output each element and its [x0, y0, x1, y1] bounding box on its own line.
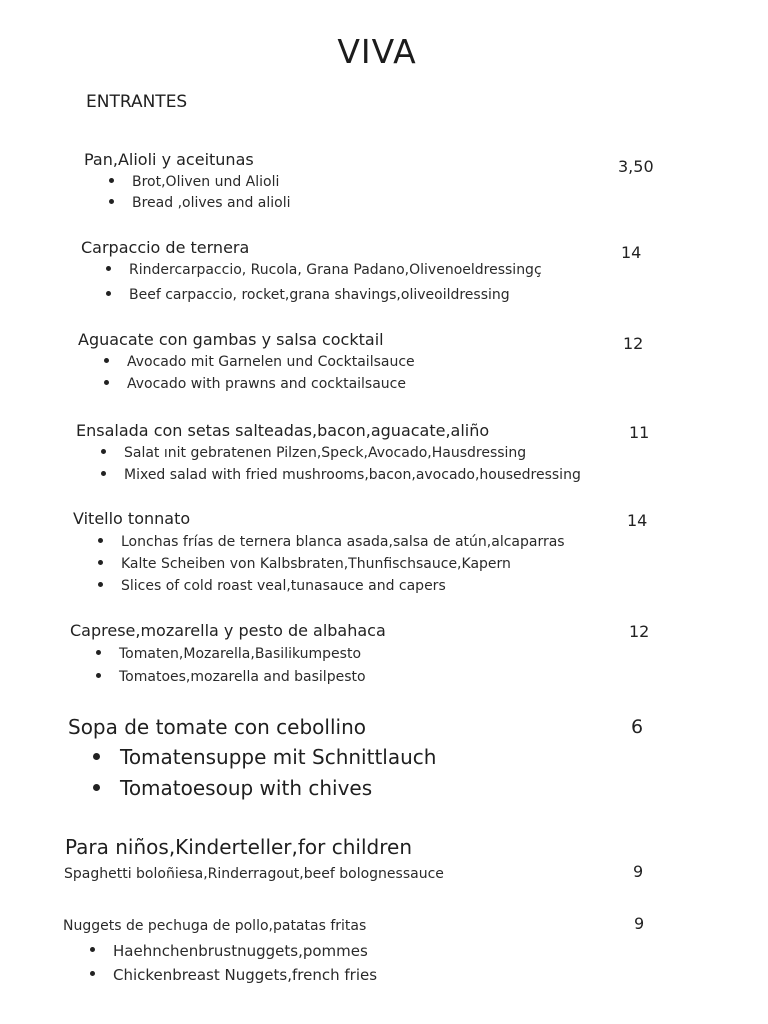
dish-description: Kalte Scheiben von Kalbsbraten,Thunfischsauce,Kapern — [98, 556, 511, 572]
dish-price: 11 — [629, 423, 650, 442]
dish-price: 12 — [629, 622, 650, 641]
dish-description: Haehnchenbrustnuggets,pommes — [90, 942, 368, 960]
dish-price: 6 — [631, 716, 644, 738]
bullet-icon — [98, 560, 103, 565]
dish-description: Avocado with prawns and cocktailsauce — [104, 376, 406, 392]
dish-name: Vitello tonnato — [73, 509, 191, 528]
bullet-icon — [90, 947, 95, 952]
dish-price: 14 — [621, 243, 642, 262]
dish-name: Sopa de tomate con cebollino — [68, 715, 366, 739]
bullet-icon — [90, 971, 95, 976]
dish-name: Pan,Alioli y aceitunas — [84, 150, 254, 169]
dish-description: Brot,Oliven und Alioli — [109, 174, 279, 190]
dish-name: Caprese,mozarella y pesto de albahaca — [70, 621, 386, 640]
dish-price: 9 — [634, 914, 645, 933]
dish-description: Lonchas frías de ternera blanca asada,salsa de atún,alcaparras — [98, 534, 565, 550]
bullet-icon — [104, 380, 109, 385]
dish-name: Nuggets de pechuga de pollo,patatas fritas — [63, 918, 367, 934]
dish-price: 14 — [627, 511, 648, 530]
bullet-icon — [93, 753, 100, 760]
bullet-icon — [109, 178, 114, 183]
bullet-icon — [98, 582, 103, 587]
bullet-icon — [106, 291, 111, 296]
bullet-icon — [109, 199, 114, 204]
bullet-icon — [101, 471, 106, 476]
menu-title: VIVA — [337, 32, 417, 71]
bullet-icon — [101, 449, 106, 454]
dish-description: Rindercarpaccio, Rucola, Grana Padano,Olivenoeldressingç — [106, 262, 542, 278]
dish-description: Salat ınit gebratenen Pilzen,Speck,Avocado,Hausdressing — [101, 445, 526, 461]
bullet-icon — [106, 266, 111, 271]
dish-description: Slices of cold roast veal,tunasauce and capers — [98, 578, 446, 594]
bullet-icon — [104, 358, 109, 363]
bullet-icon — [93, 784, 100, 791]
dish-description: Tomaten,Mozarella,Basilikumpesto — [96, 646, 361, 662]
dish-description: Beef carpaccio, rocket,grana shavings,oliveoildressing — [106, 287, 510, 303]
dish-price: 9 — [633, 862, 644, 881]
dish-name: Ensalada con setas salteadas,bacon,aguacate,aliño — [76, 421, 490, 440]
dish-description: Tomatoesoup with chives — [93, 776, 372, 800]
dish-name: Spaghetti boloñiesa,Rinderragout,beef bolognessauce — [64, 866, 444, 882]
dish-price: 3,50 — [618, 157, 654, 176]
dish-price: 12 — [623, 334, 644, 353]
dish-description: Bread ,olives and alioli — [109, 195, 291, 211]
bullet-icon — [96, 673, 101, 678]
dish-description: Avocado mit Garnelen und Cocktailsauce — [104, 354, 415, 370]
dish-name: Aguacate con gambas y salsa cocktail — [78, 330, 384, 349]
bullet-icon — [98, 538, 103, 543]
dish-description: Mixed salad with fried mushrooms,bacon,avocado,housedressing — [101, 467, 581, 483]
dish-description: Tomatensuppe mit Schnittlauch — [93, 745, 436, 769]
dish-description: Tomatoes,mozarella and basilpesto — [96, 669, 366, 685]
dish-description: Chickenbreast Nuggets,french fries — [90, 966, 377, 984]
children-heading: Para niños,Kinderteller,for children — [65, 835, 412, 859]
bullet-icon — [96, 650, 101, 655]
dish-name: Carpaccio de ternera — [81, 238, 250, 257]
section-heading: ENTRANTES — [86, 92, 188, 112]
